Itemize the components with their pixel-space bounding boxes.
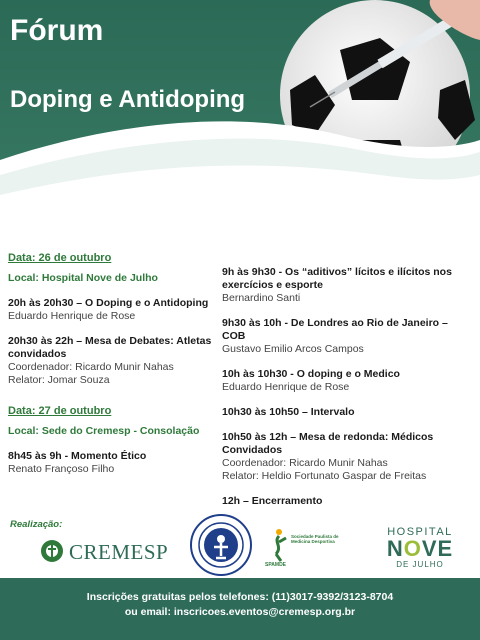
item-coordinator: Coordenador: Ricardo Munir Nahas <box>8 361 174 373</box>
item-title: 10h30 às 10h50 – Intervalo <box>222 406 355 418</box>
hospital-label: HOSPITAL <box>387 526 453 538</box>
schedule-left-column <box>8 252 218 488</box>
schedule-item <box>8 297 218 323</box>
item-speaker: Gustavo Emilio Arcos Campos <box>222 343 364 355</box>
hospital-nove-de-julho-logo <box>370 526 470 576</box>
schedule-right-column <box>222 266 474 520</box>
item-title: 8h45 às 9h - Momento Ético <box>8 450 147 462</box>
day1-local: Local: Hospital Nove de Julho <box>8 272 158 284</box>
spamde-wordmark: SPAMDE <box>265 562 287 568</box>
spamde-runner-icon <box>267 528 289 562</box>
sponsors-label: Realização: <box>10 519 63 530</box>
spamde-subtitle: Sociedade Paulista de Medicina Desportiva <box>291 534 339 544</box>
schedule-item <box>222 368 474 394</box>
footer-bar <box>0 578 480 640</box>
cremesp-emblem-icon <box>40 539 64 563</box>
spamde-logo <box>265 526 360 571</box>
header-banner <box>0 0 480 245</box>
cremesp-wordmark: CREMESP <box>69 540 169 564</box>
page-title-line1: Fórum <box>10 14 104 47</box>
page-title-line2: Doping e Antidoping <box>10 86 246 113</box>
schedule-item <box>222 406 474 419</box>
hospital-o-icon: O <box>403 536 422 561</box>
item-coordinator: Coordenador: Ricardo Munir Nahas <box>222 457 388 469</box>
hospital-name-ve: VE <box>421 536 454 561</box>
schedule-item <box>222 495 474 508</box>
day2-local: Local: Sede do Cremesp - Consolação <box>8 425 200 437</box>
cremesp-logo <box>40 538 175 564</box>
item-speaker: Eduardo Henrique de Rose <box>222 381 350 393</box>
item-title: 9h às 9h30 - Os “aditivos” lícitos e ilícitos nos exercícios e esporte <box>222 266 452 291</box>
item-relator: Relator: Jomar Souza <box>8 374 110 386</box>
schedule-item <box>222 317 474 356</box>
item-title: 20h às 20h30 – O Doping e o Antidoping <box>8 297 209 309</box>
footer-email[interactable]: ou email: inscricoes.eventos@cremesp.org.br <box>124 606 356 618</box>
item-relator: Relator: Heldio Fortunato Gaspar de Freitas <box>222 470 427 482</box>
medical-society-seal <box>190 514 252 576</box>
seal-icon <box>190 514 252 576</box>
hospital-name-n: N <box>386 536 404 561</box>
item-title: 10h50 às 12h – Mesa de redonda: Médicos Convidados <box>222 431 434 456</box>
item-title: 12h – Encerramento <box>222 495 323 507</box>
schedule-item <box>8 450 218 476</box>
item-title: 9h30 às 10h - De Londres ao Rio de Janeiro – COB <box>222 317 448 342</box>
day1-date: Data: 26 de outubro <box>8 252 112 264</box>
item-speaker: Renato Françoso Filho <box>8 463 115 475</box>
hospital-name <box>370 538 470 560</box>
footer-phones: Inscrições gratuitas pelos telefones: (11)3017-9392/3123-8704 <box>86 591 394 603</box>
sponsors-bar <box>0 512 480 582</box>
schedule-item <box>222 431 474 483</box>
day2-date: Data: 27 de outubro <box>8 405 112 417</box>
item-title: 10h às 10h30 - O doping e o Medico <box>222 368 400 380</box>
item-title: 20h30 às 22h – Mesa de Debates: Atletas convidados <box>8 335 212 360</box>
schedule-item <box>8 335 218 387</box>
item-speaker: Bernardino Santi <box>222 292 301 304</box>
hospital-subname: DE JULHO <box>396 560 444 569</box>
schedule-item <box>222 266 474 305</box>
item-speaker: Eduardo Henrique de Rose <box>8 310 136 322</box>
